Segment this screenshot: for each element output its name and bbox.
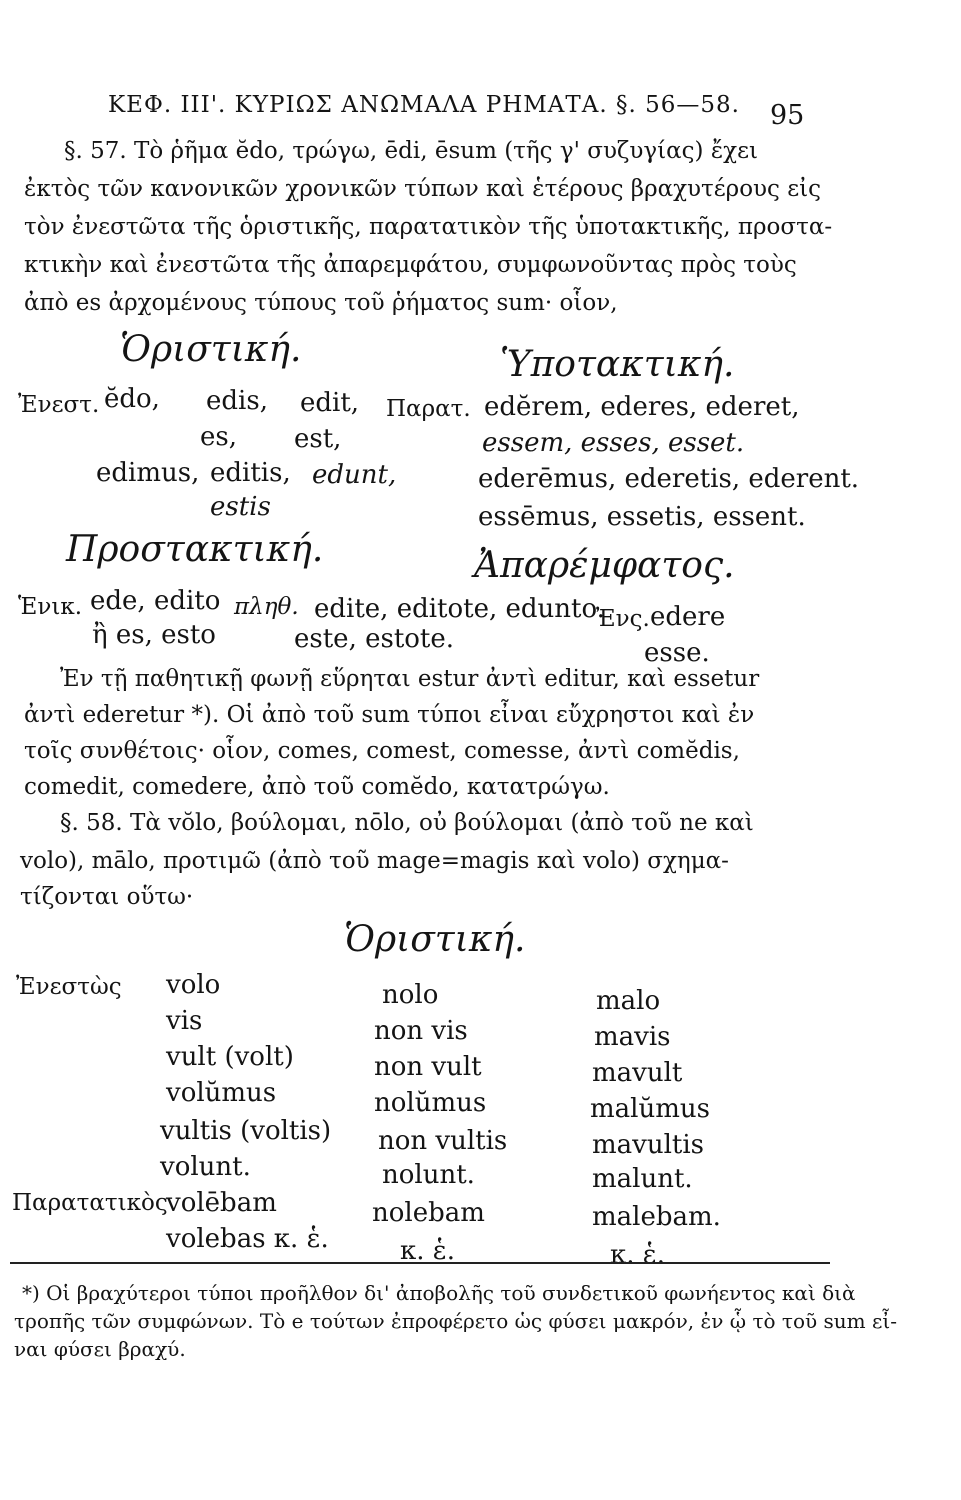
volo-form: volunt.: [160, 1152, 251, 1182]
form: edere: [650, 602, 726, 632]
form: es,: [200, 422, 237, 452]
malo-form: malo: [596, 986, 661, 1016]
malo-form: mavult: [592, 1058, 683, 1088]
nolo-form: nolunt.: [382, 1160, 475, 1190]
text-line: volo), mālo, προτιμῶ (ἀπὸ τοῦ mage=magis καὶ volo) σχημα-: [20, 848, 729, 874]
page-number: 95: [770, 100, 805, 131]
volo-form: volebas κ. ἑ.: [166, 1224, 329, 1254]
form: ede, edito: [90, 586, 221, 616]
footnote-line: *) Οἱ βραχύτεροι τύποι προῆλθον δι' ἀποβολῆς τοῦ συνδετικοῦ φωνήεντος καὶ διὰ: [22, 1281, 856, 1305]
heading-indicative-58: Ὁριστική.: [344, 919, 526, 960]
volo-form: volŭmus: [166, 1078, 277, 1108]
nolo-form: nolo: [382, 980, 439, 1010]
form: esse.: [644, 638, 710, 668]
nolo-form: non vultis: [378, 1126, 508, 1156]
nolo-form: κ. ἑ.: [400, 1236, 455, 1266]
volo-form: volo: [166, 970, 221, 1000]
nolo-form: non vult: [374, 1052, 482, 1082]
nolo-form: nolŭmus: [374, 1088, 487, 1118]
form: edĕrem, ederes, ederet,: [484, 392, 800, 422]
volo-form: volēbam: [166, 1188, 277, 1218]
text-line: §. 58. Τὰ vŏlo, βούλομαι, nōlo, οὐ βούλομαι (ἀπὸ τοῦ ne καὶ: [60, 810, 754, 836]
form: est,: [294, 424, 342, 454]
malo-form: malŭmus: [590, 1094, 710, 1124]
text-line: κτικὴν καὶ ἐνεστῶτα τῆς ἀπαρεμφάτου, συμφωνοῦντας πρὸς τοὺς: [24, 252, 797, 278]
form: edit,: [300, 388, 360, 418]
form: estis: [210, 492, 271, 522]
nolo-form: nolebam: [372, 1198, 485, 1228]
label-infinitive: Ἐνς.: [596, 606, 650, 632]
volo-form: vultis (voltis): [160, 1116, 332, 1146]
form: essem, esses, esset.: [482, 428, 745, 458]
running-header: ΚΕΦ. ΙΙΙ'. ΚΥΡΙΩΣ ΑΝΩΜΑΛΑ ΡΗΜΑΤΑ. §. 56—58.: [108, 92, 740, 118]
text-line: τίζονται οὕτω·: [20, 884, 194, 910]
text-line: §. 57. Τὸ ῥῆμα ĕdo, τρώγω, ēdi, ēsum (τῆς γ' συζυγίας) ἔχει: [64, 138, 759, 164]
text-line: ἀπὸ es ἀρχομένους τύπους τοῦ ῥήματος sum· οἷον,: [24, 290, 618, 316]
text-line: τὸν ἐνεστῶτα τῆς ὁριστικῆς, παρατατικὸν τῆς ὑποτακτικῆς, προστα-: [24, 214, 833, 240]
text-line: ἐκτὸς τῶν κανονικῶν χρονικῶν τύπων καὶ ἑτέρους βραχυτέρους εἰς: [24, 176, 822, 202]
row-label-imperfect: Παρατατικὸς: [12, 1190, 168, 1216]
heading-infinitive: Ἀπαρέμφατος.: [474, 545, 735, 586]
form: edunt,: [312, 460, 397, 490]
form: ederēmus, ederetis, ederent.: [478, 464, 860, 494]
footnote-divider: [10, 1262, 830, 1264]
form: edis,: [206, 386, 268, 416]
malo-form: malebam.: [592, 1202, 721, 1232]
form: este, estote.: [294, 624, 455, 654]
text-line: comedit, comedere, ἀπὸ τοῦ comĕdo, κατατρώγω.: [24, 774, 610, 800]
footnote-line: τροπῆς τῶν συμφώνων. Τὸ e τούτων ἐπροφέρετο ὡς φύσει μακρόν, ἐν ᾧ τὸ τοῦ sum εἶ-: [14, 1309, 897, 1333]
malo-form: malunt.: [592, 1164, 693, 1194]
text-line: τοῖς συνθέτοις· οἷον, comes, comest, comesse, ἀντὶ comĕdis,: [24, 738, 740, 764]
form: edimus,: [96, 458, 200, 488]
form: ἢ es, esto: [92, 620, 216, 650]
footnote-line: ναι φύσει βραχύ.: [14, 1337, 186, 1361]
row-label-present: Ἐνεστὼς: [16, 974, 122, 1000]
heading-imperative: Προστακτική.: [66, 529, 324, 570]
volo-form: vult (volt): [166, 1042, 294, 1072]
label-plural: πληθ.: [234, 594, 299, 620]
text-line: ἀντὶ ederetur *). Οἱ ἀπὸ τοῦ sum τύποι εἶναι εὔχρηστοι καὶ ἐν: [24, 702, 755, 728]
volo-form: vis: [166, 1006, 203, 1036]
form: editis,: [210, 458, 291, 488]
nolo-form: non vis: [374, 1016, 468, 1046]
text-line: Ἐν τῇ παθητικῇ φωνῇ εὕρηται estur ἀντὶ editur, καὶ essetur: [60, 666, 760, 692]
heading-indicative: Ὁριστική.: [120, 329, 302, 370]
malo-form: mavis: [594, 1022, 671, 1052]
label-imperfect: Παρατ.: [386, 396, 471, 422]
malo-form: κ. ἑ.: [610, 1240, 665, 1270]
form: edite, editote, edunto.: [314, 594, 605, 624]
label-singular: Ἑνικ.: [18, 594, 83, 620]
form: ĕdo,: [104, 384, 160, 414]
form: essēmus, essetis, essent.: [478, 502, 806, 532]
heading-subjunctive: Ὑποτακτική.: [500, 344, 735, 385]
malo-form: mavultis: [592, 1130, 705, 1160]
label-present: Ἐνεστ.: [18, 392, 100, 418]
